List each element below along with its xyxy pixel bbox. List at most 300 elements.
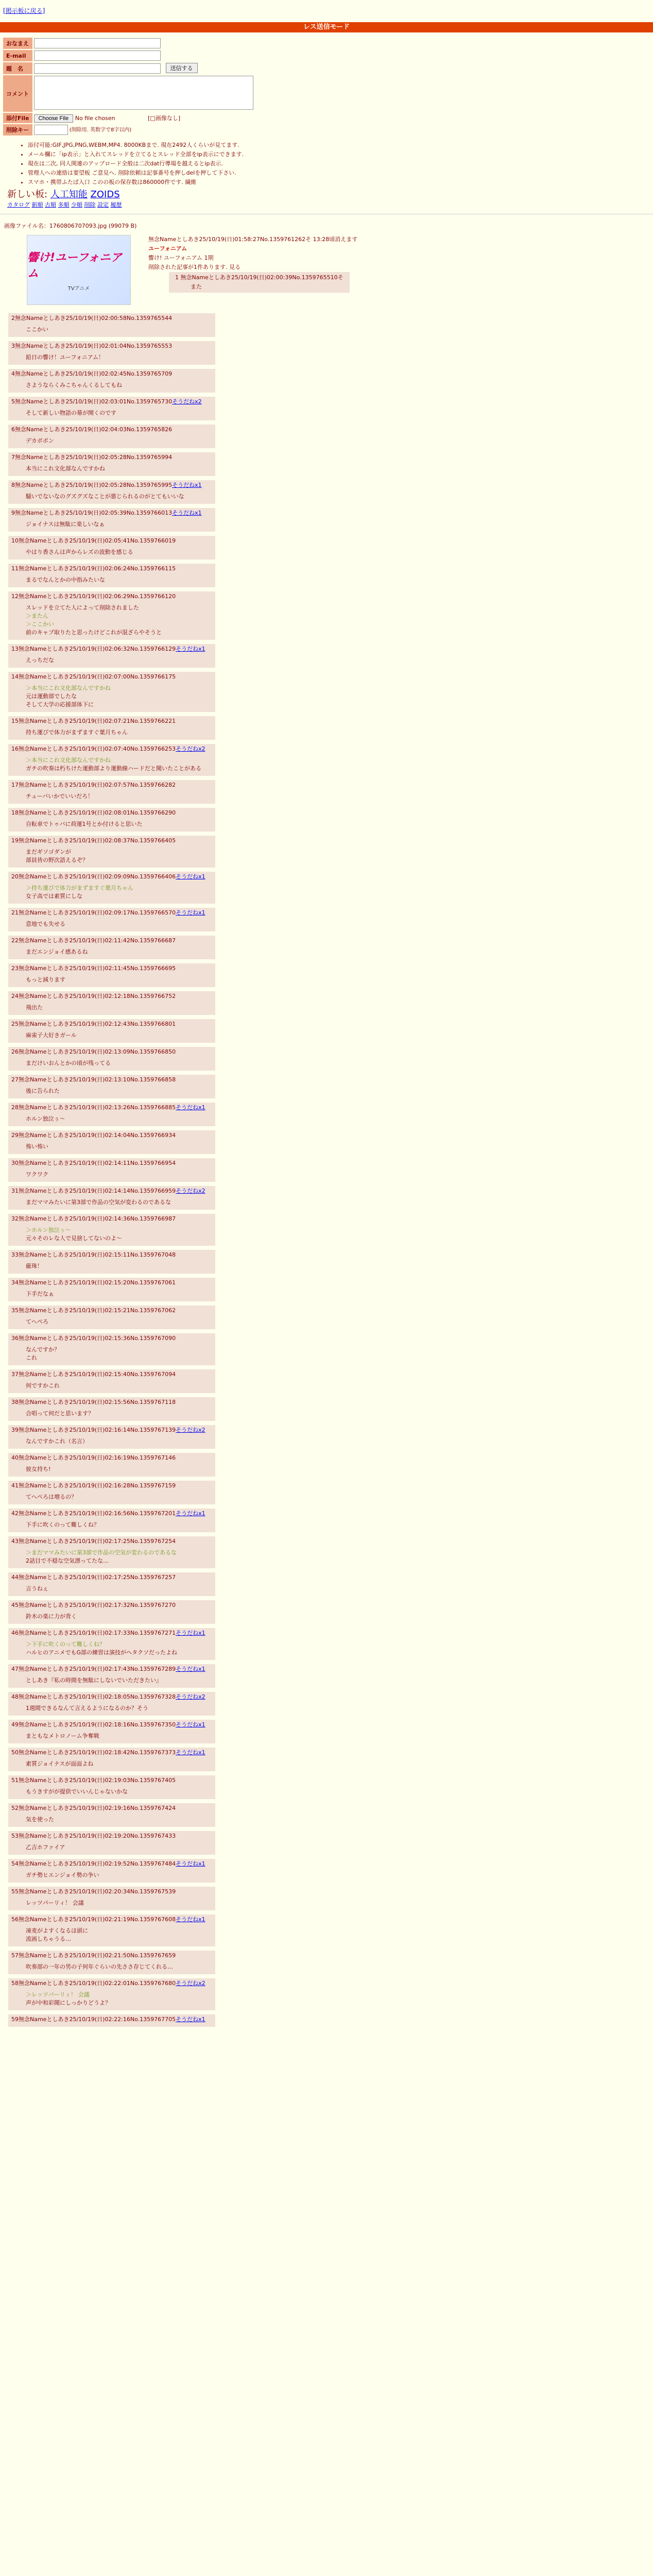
reply-post [8, 908, 215, 931]
reply-timestamp: 25/10/19(日)02:19:52 [69, 1860, 130, 1867]
reply-post-number[interactable]: No.1359766405 [130, 837, 176, 844]
reply-body [11, 1701, 212, 1713]
reply-meta [11, 909, 212, 917]
reply-body [11, 1960, 212, 1971]
reply-meta [11, 992, 212, 1001]
reply-timestamp: 25/10/19(日)02:18:42 [69, 1749, 130, 1756]
reply-post [8, 991, 215, 1015]
reply-post-number[interactable]: No.1359767608 [130, 1916, 176, 1923]
back-to-board-link[interactable]: [掲示板に戻る] [3, 7, 45, 14]
reply-line: 下手だなぁ [26, 1291, 54, 1297]
reply-number: 5 [11, 398, 15, 405]
reply-post [8, 1914, 215, 1946]
reply-meta [11, 1482, 212, 1490]
reply-number: 36 [11, 1335, 19, 1342]
reply-body [11, 1462, 212, 1473]
reply-post-number[interactable]: No.1359767254 [130, 1538, 176, 1545]
reply-timestamp: 25/10/19(日)02:00:58 [65, 315, 127, 321]
reply-timestamp: 25/10/19(日)02:11:45 [69, 965, 130, 972]
sodane-button[interactable]: そうだねx1 [176, 646, 205, 652]
reply-post-number[interactable]: No.1359766290 [130, 809, 176, 816]
sodane-button[interactable]: そうだねx1 [176, 1860, 205, 1867]
reply-meta [11, 1076, 212, 1084]
reply-post-number[interactable]: No.1359767257 [130, 1574, 176, 1581]
reply-body [11, 653, 212, 665]
reply-post-number[interactable]: No.1359766752 [130, 993, 176, 999]
thread-image[interactable] [27, 235, 131, 305]
reply-author: 無念Nameとしあき [19, 1132, 70, 1139]
sodane-button[interactable]: そうだねx2 [176, 1980, 205, 1987]
reply-author: 無念Nameとしあき [19, 1076, 70, 1083]
image-caption: TVアニメ [67, 285, 90, 292]
reply-post-number[interactable]: No.1359767061 [130, 1279, 176, 1286]
reply-timestamp: 25/10/19(日)02:22:01 [69, 1980, 130, 1987]
reply-meta [11, 1979, 212, 1988]
reply-post-number[interactable]: No.1359767048 [130, 1251, 176, 1258]
reply-post-number[interactable]: No.1359767680 [130, 1980, 176, 1987]
sodane-button[interactable]: そうだねx1 [176, 1666, 205, 1672]
catalog-link[interactable]: 多順 [58, 201, 70, 208]
reply-post [8, 1803, 215, 1827]
reply-timestamp: 25/10/19(日)02:07:21 [69, 718, 130, 724]
reply-post-number[interactable]: No.1359765709 [126, 370, 173, 377]
reply-meta [11, 537, 212, 545]
reply-post-number[interactable]: No.1359767090 [130, 1335, 176, 1342]
reply-post [8, 1158, 215, 1182]
reply-post-number[interactable]: No.1359766885 [130, 1104, 176, 1111]
reply-line: 元は運動部でしたな [26, 693, 77, 700]
delete-key-input[interactable] [34, 125, 68, 135]
reply-meta [11, 1601, 212, 1609]
sodane-button[interactable]: そうだねx2 [176, 1427, 205, 1433]
reply-body [11, 917, 212, 928]
reply-line: てへぺろ [26, 1318, 48, 1325]
reply-line: ハルヒのアニメでもG部の練習は演技がヘタクソだったよね [26, 1649, 177, 1656]
reply-post [8, 808, 215, 832]
delete-key-label: 削除キー [3, 124, 32, 135]
reply-number: 10 [11, 537, 19, 544]
reply-post-number[interactable]: No.1359766959 [130, 1188, 176, 1194]
reply-post-number[interactable]: No.1359765994 [126, 454, 173, 461]
reply-line: ガチの吹奏は朽ちけた運動部より運動線ハードだと聞いたことがある [26, 765, 201, 772]
reply-body [11, 517, 212, 529]
reply-line: 怖い怖い [26, 1143, 48, 1150]
op-line: 響け! ユーフォニアム 1期 [148, 255, 214, 261]
reply-meta [11, 1334, 212, 1343]
reply-post [8, 1333, 215, 1365]
reply-timestamp: 25/10/19(日)02:22:16 [69, 2016, 130, 2023]
reply-post-number[interactable]: No.1359766129 [130, 646, 176, 652]
reply-author: 無念Nameとしあき [19, 2016, 70, 2023]
reply-post-number[interactable]: No.1359767539 [130, 1888, 176, 1895]
op-title: ユーフォニアム [148, 245, 187, 252]
reply-post [8, 452, 215, 476]
catalog-link[interactable]: カタログ [7, 201, 30, 208]
reply-timestamp: 25/10/19(日)02:07:00 [69, 673, 130, 680]
reply-body [11, 1287, 212, 1298]
reply-timestamp: 25/10/19(日)02:05:41 [69, 537, 130, 544]
reply-number: 20 [11, 873, 19, 880]
reply-post [8, 1278, 215, 1301]
sodane-button[interactable]: そうだねx1 [176, 1630, 205, 1636]
reply-meta [11, 1916, 212, 1924]
reply-timestamp: 25/10/19(日)02:19:03 [69, 1777, 130, 1784]
reply-author: 無念Nameとしあき [19, 837, 70, 844]
reply-body [11, 1609, 212, 1621]
reply-body [11, 945, 212, 956]
reply-author: 無念Nameとしあき [19, 1777, 70, 1784]
reply-post-number[interactable]: No.1359765995 [126, 482, 173, 488]
reply-line: 下手に吹くのって難しくね？ [26, 1521, 99, 1528]
sodane-button[interactable]: そうだねx1 [172, 482, 202, 488]
reply-number: 55 [11, 1888, 19, 1895]
email-input[interactable] [34, 50, 161, 61]
reply-body [11, 1084, 212, 1095]
name-input[interactable] [34, 38, 161, 48]
reply-author: 無念Nameとしあき [19, 1307, 70, 1314]
reply-post-number[interactable]: No.1359767062 [130, 1307, 176, 1314]
reply-body [11, 462, 212, 473]
reply-number: 3 [11, 343, 15, 349]
reply-post [8, 564, 215, 587]
reply-post-number[interactable]: No.1359767659 [130, 1952, 176, 1959]
reply-timestamp: 25/10/19(日)02:05:28 [65, 482, 127, 488]
reply-quote-line: ＞本当にこれ文化部なんですかね [26, 685, 111, 691]
reply-meta [11, 1510, 212, 1518]
reply-post-number[interactable]: No.1359765553 [126, 343, 173, 349]
reply-number: 42 [11, 1510, 19, 1517]
reply-post [8, 1425, 215, 1449]
reply-quote-line: ＞下手に吹くのって難しくね？ [26, 1641, 105, 1648]
reply-timestamp: 25/10/19(日)02:15:56 [69, 1399, 130, 1405]
reply-post [8, 1978, 215, 2010]
reply-body [11, 1140, 212, 1151]
reply-author: 無念Nameとしあき [19, 1538, 70, 1545]
reply-author: 無念Nameとしあき [19, 593, 70, 600]
reply-post-number[interactable]: No.1359765730 [126, 398, 173, 405]
sodane-button[interactable]: そうだねx1 [172, 510, 202, 516]
choose-file-button[interactable]: Choose File [34, 114, 74, 123]
reply-number: 37 [11, 1371, 19, 1378]
reply-post-number[interactable]: No.1359767159 [130, 1482, 176, 1489]
note-item: • 現在は二次, 同人関連のアップロード全般は二次dat行導場を越えるとip表示. [28, 159, 653, 168]
reply-post [8, 1572, 215, 1596]
sodane-button[interactable]: そうだねx2 [176, 1188, 205, 1194]
reply-timestamp: 25/10/19(日)02:01:04 [65, 343, 127, 349]
comment-label: コメント [3, 75, 32, 112]
reply-line: 後に告られた [26, 1088, 60, 1094]
reply-timestamp: 25/10/19(日)02:09:17 [69, 909, 130, 916]
reply-post-number[interactable]: No.1359767350 [130, 1721, 176, 1728]
reply-post [8, 1481, 215, 1504]
reply-line: 元々そのレな人で見捨してないのよ～ [26, 1235, 122, 1242]
reply-timestamp: 25/10/19(日)02:11:42 [69, 937, 130, 944]
reply-post-number[interactable]: No.1359767118 [130, 1399, 176, 1405]
reply-body [11, 1757, 212, 1768]
reply-body [11, 845, 212, 865]
reply-post-number[interactable]: No.1359767705 [130, 2016, 176, 2023]
reply-meta [11, 937, 212, 945]
reply-post-number[interactable]: No.1359765544 [126, 315, 173, 321]
reply-number: 4 [11, 370, 15, 377]
reply-post-number[interactable]: No.1359766019 [130, 537, 176, 544]
reply-post-number[interactable]: No.1359767270 [130, 1602, 176, 1608]
reply-post-number[interactable]: No.1359766858 [130, 1076, 176, 1083]
reply-body [11, 434, 212, 445]
reply-body [11, 406, 212, 417]
reply-post-number[interactable]: No.1359767405 [130, 1777, 176, 1784]
reply-author: 無念Nameとしあき [19, 1749, 70, 1756]
reply-post [8, 1453, 215, 1477]
reply-meta [11, 1104, 212, 1112]
reply-author: 無念Nameとしあき [15, 343, 66, 349]
reply-line: ワクワク [26, 1171, 48, 1178]
catalog-link[interactable]: 新順 [31, 201, 43, 208]
catalog-link[interactable]: 古順 [45, 201, 56, 208]
image-logo-text: 響け!ユーフォニアム [27, 251, 122, 280]
new-board-link[interactable]: ZOIDS [90, 189, 120, 200]
reply-post-number[interactable]: No.1359766115 [130, 565, 176, 572]
reply-author: 無念Nameとしあき [19, 1510, 70, 1517]
reply-author: 無念Nameとしあき [19, 1160, 70, 1166]
reply-line: これ [26, 1354, 37, 1361]
reply-post-number[interactable]: No.1359766013 [126, 510, 173, 516]
reply-line: ガチ勢ヒエンジョイ勢の争い [26, 1872, 99, 1878]
reply-post-number[interactable]: No.1359767484 [130, 1860, 176, 1867]
sodane-button[interactable]: そうだねx1 [176, 1749, 205, 1756]
reply-body [11, 1840, 212, 1852]
reply-body [11, 1315, 212, 1326]
reply-body [11, 545, 212, 556]
reply-post-number[interactable]: No.1359767373 [130, 1749, 176, 1756]
reply-body [11, 1112, 212, 1123]
reply-author: 無念Nameとしあき [19, 1888, 70, 1895]
reply-body [11, 350, 212, 362]
sodane-button[interactable]: そうだねx1 [176, 1916, 205, 1923]
sodane-button[interactable]: そうだねx1 [176, 2016, 205, 2023]
reply-meta [11, 1629, 212, 1637]
reply-quote-line: ＞まだママみたいに第3部で作品の空気が変わるのであるな [26, 1549, 177, 1556]
reply-line: 流画しちゃうる… [26, 1936, 71, 1942]
reply-post-number[interactable]: No.1359765826 [126, 426, 173, 433]
reply-line: まだけいおんとかの頃が残ってる [26, 1060, 111, 1066]
reply-number: 18 [11, 809, 19, 816]
reply-post-number[interactable]: No.1359767094 [130, 1371, 176, 1378]
reply-post [8, 397, 215, 420]
reply-post-number[interactable]: No.1359767271 [130, 1630, 176, 1636]
reply-number: 50 [11, 1749, 19, 1756]
reply-line: なんですか？ [26, 1346, 60, 1353]
reply-author: 無念Nameとしあき [19, 1454, 70, 1461]
reply-meta [11, 1131, 212, 1140]
reply-meta [11, 1860, 212, 1868]
reply-line: 気を使った [26, 1816, 54, 1823]
reply-post [8, 1664, 215, 1688]
reply-post-number[interactable]: No.1359767289 [130, 1666, 176, 1672]
sodane-button[interactable]: そうだねx2 [172, 398, 202, 405]
reply-author: 無念Nameとしあき [19, 1630, 70, 1636]
reply-post-number[interactable]: No.1359766801 [130, 1021, 176, 1027]
catalog-link[interactable]: 設定 [97, 201, 109, 208]
subject-input[interactable] [34, 63, 161, 74]
reply-post [8, 963, 215, 987]
reply-timestamp: 25/10/19(日)02:06:24 [69, 565, 130, 572]
reply-post-number[interactable]: No.1359767139 [130, 1427, 176, 1433]
reply-number: 49 [11, 1721, 19, 1728]
reply-line: まだママみたいに第3部で作品の空気が変わるのであるな [26, 1199, 171, 1206]
sodane-button[interactable]: そうだねx1 [176, 873, 205, 880]
reply-post-number[interactable]: No.1359767201 [130, 1510, 176, 1517]
reply-author: 無念Nameとしあき [15, 482, 66, 488]
reply-post [8, 1130, 215, 1154]
sodane-button[interactable]: そうだねx1 [176, 1104, 205, 1111]
reply-post-number[interactable]: No.1359766282 [130, 782, 176, 788]
file-label: 添付File [3, 113, 32, 123]
reply-number: 44 [11, 1574, 19, 1581]
op-line: 削除された記事が1件あります. 見る [148, 264, 240, 270]
reply-timestamp: 25/10/19(日)02:14:14 [69, 1188, 130, 1194]
reply-number: 27 [11, 1076, 19, 1083]
reply-author: 無念Nameとしあき [15, 315, 66, 321]
reply-post-number[interactable]: No.1359766253 [130, 745, 176, 752]
reply-line: なんですかこれ（名言） [26, 1438, 88, 1445]
reply-post-number[interactable]: No.1359766175 [130, 673, 176, 680]
reply-author: 無念Nameとしあき [15, 398, 66, 405]
reply-meta [11, 314, 212, 323]
reply-body [11, 753, 212, 773]
reply-line: えっちだな [26, 657, 54, 664]
reply-line: 鉛日の響け！ユーフォニアム！ [26, 354, 105, 361]
reply-post [8, 536, 215, 560]
reply-timestamp: 25/10/19(日)02:05:39 [65, 510, 127, 516]
reply-meta [11, 1048, 212, 1056]
reply-post-number[interactable]: No.1359766695 [130, 965, 176, 972]
reply-post-number[interactable]: No.1359766687 [130, 937, 176, 944]
reply-meta [11, 1454, 212, 1462]
reply-timestamp: 25/10/19(日)02:14:36 [69, 1215, 130, 1222]
new-board-link[interactable]: 人工知能 [50, 189, 88, 200]
sodane-button[interactable]: そうだねx2 [176, 1693, 205, 1700]
reply-body [11, 1056, 212, 1067]
reply-body [11, 681, 212, 709]
reply-line: 吹奏部の一年の男の子何年ぐらいの先ささ存じてくれる… [26, 1963, 173, 1970]
sodane-button[interactable]: そうだねx1 [176, 1721, 205, 1728]
reply-post-number[interactable]: No.1359766934 [130, 1132, 176, 1139]
reply-post-number[interactable]: No.1359767424 [130, 1805, 176, 1811]
reply-post [8, 1103, 215, 1126]
reply-meta [11, 745, 212, 753]
reply-meta [11, 1693, 212, 1701]
reply-number: 6 [11, 426, 15, 433]
no-image-checkbox[interactable]: [□画像なし] [148, 114, 181, 122]
reply-meta [11, 1307, 212, 1315]
reply-post-number[interactable]: No.1359767433 [130, 1833, 176, 1839]
reply-author: 無念Nameとしあき [19, 1574, 70, 1581]
reply-post-number[interactable]: No.1359766954 [130, 1160, 176, 1166]
reply-timestamp: 25/10/19(日)02:18:16 [69, 1721, 130, 1728]
file-info[interactable]: 画像ファイル名：1760806707093.jpg (99079 B) [4, 223, 137, 229]
reply-body [11, 1434, 212, 1446]
reply-timestamp: 25/10/19(日)02:16:14 [69, 1427, 130, 1433]
reply-post-number[interactable]: No.1359766850 [130, 1048, 176, 1055]
reply-body [11, 1582, 212, 1593]
reply-timestamp: 25/10/19(日)02:13:09 [69, 1048, 130, 1055]
reply-meta [11, 1426, 212, 1434]
submit-button[interactable]: 送信する [166, 63, 198, 73]
reply-post [8, 1509, 215, 1532]
reply-post-number[interactable]: No.1359766570 [130, 909, 176, 916]
delete-key-note: (削除用. 英数字で8字以内) [69, 127, 132, 133]
reply-line: まるでなんとかの中指みたいな [26, 577, 105, 583]
reply-timestamp: 25/10/19(日)02:20:34 [69, 1888, 130, 1895]
reply-post [8, 1859, 215, 1883]
reply-post-number[interactable]: No.1359766987 [130, 1215, 176, 1222]
reply-body [11, 1379, 212, 1390]
reply-author: 無念Nameとしあき [19, 1860, 70, 1867]
catalog-link[interactable]: 削除 [84, 201, 96, 208]
reply-author: 無念Nameとしあき [19, 1916, 70, 1923]
reply-line: 麻雀子大好きガール [26, 1032, 77, 1039]
reply-number: 57 [11, 1952, 19, 1959]
reply-number: 45 [11, 1602, 19, 1608]
catalog-link[interactable]: 少順 [71, 201, 82, 208]
reply-post-number[interactable]: No.1359767146 [130, 1454, 176, 1461]
sodane-button[interactable]: そうだねx1 [176, 909, 205, 916]
reply-number: 23 [11, 965, 19, 972]
reply-author: 無念Nameとしあき [19, 1021, 70, 1027]
reply-author: 無念Nameとしあき [19, 1399, 70, 1405]
reply-post-number[interactable]: No.1359766406 [130, 873, 176, 880]
reply-meta [11, 1665, 212, 1673]
reply-author: 無念Nameとしあき [19, 809, 70, 816]
reply-line: まともなメトロノーム争奪戦 [26, 1733, 99, 1739]
reply-timestamp: 25/10/19(日)02:13:10 [69, 1076, 130, 1083]
reply-post-number[interactable]: No.1359766221 [130, 718, 176, 724]
sodane-button[interactable]: そうだねx2 [176, 745, 205, 752]
reply-number: 15 [11, 718, 19, 724]
reply-number: 24 [11, 993, 19, 999]
reply-meta [11, 1776, 212, 1785]
reply-line: てへぺろは増るの？ [26, 1494, 77, 1500]
reply-author: 無念Nameとしあき [19, 1335, 70, 1342]
reply-number: 19 [11, 837, 19, 844]
reply-body [11, 1518, 212, 1529]
reply-line: スレッドを立てた人によって削除されました [26, 604, 139, 611]
reply-meta [11, 645, 212, 653]
reply-line: 厳珠！ [26, 1263, 43, 1269]
comment-textarea[interactable] [34, 76, 253, 110]
reply-author: 無念Nameとしあき [19, 1980, 70, 1987]
reply-author: 無念Nameとしあき [19, 1427, 70, 1433]
reply-timestamp: 25/10/19(日)02:05:28 [65, 454, 127, 461]
op-reply-meta: 1 無念Nameとしあき25/10/19(日)02:00:39No.1359765510そ [175, 274, 343, 281]
reply-post-number[interactable]: No.1359766120 [130, 593, 176, 600]
op-first-reply [169, 272, 350, 293]
reply-post [8, 716, 215, 740]
reply-post-number[interactable]: No.1359767328 [130, 1693, 176, 1700]
reply-line: 意地でも失せる [26, 921, 65, 927]
reply-timestamp: 25/10/19(日)02:16:19 [69, 1454, 130, 1461]
reply-timestamp: 25/10/19(日)02:14:04 [69, 1132, 130, 1139]
reply-number: 38 [11, 1399, 19, 1405]
reply-body [11, 1546, 212, 1565]
reply-timestamp: 25/10/19(日)02:02:45 [65, 370, 127, 377]
catalog-link[interactable]: 履歴 [110, 201, 122, 208]
reply-body [11, 573, 212, 584]
sodane-button[interactable]: そうだねx1 [176, 1510, 205, 1517]
reply-author: 無念Nameとしあき [15, 454, 66, 461]
reply-timestamp: 25/10/19(日)02:06:29 [69, 593, 130, 600]
